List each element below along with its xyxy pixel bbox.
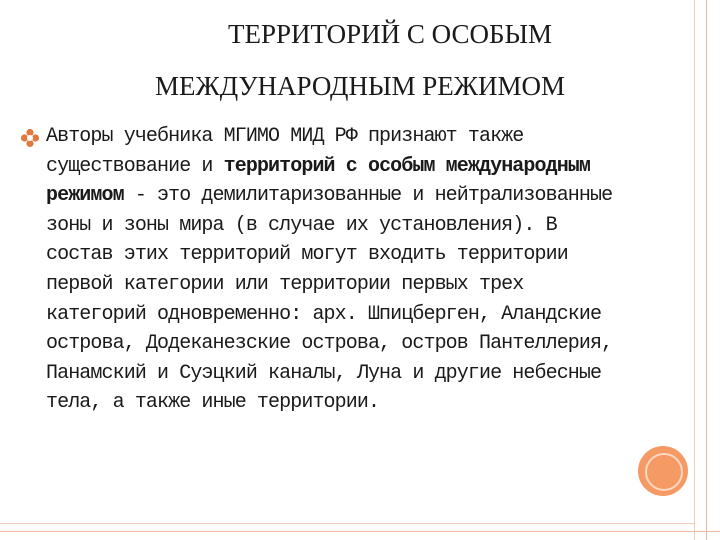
frame-line	[706, 0, 707, 540]
flower-bullet-icon	[20, 128, 40, 148]
decorative-circle	[638, 446, 688, 496]
title-line-1: ТЕРРИТОРИЙ С ОСОБЫМ	[227, 19, 553, 49]
title-line-2: МЕЖДУНАРОДНЫМ РЕЖИМОМ	[155, 71, 565, 101]
body-text-bold: территорий с особым международным режимом	[46, 154, 591, 208]
body-paragraph	[46, 122, 620, 418]
decorative-circle-ring	[645, 453, 683, 491]
frame-line	[0, 531, 720, 532]
frame-line	[0, 523, 694, 524]
body-text-part1: Авторы учебника МГИМО МИД РФ признают также существование и	[46, 125, 524, 178]
slide-title	[20, 8, 700, 112]
bullet-item	[20, 122, 620, 418]
body-text-part2: - это демилитаризованные и нейтрализованные зоны и зоны мира (в случае их установления). В состав этих территорий могут входить территории первой категории или территории первых трех категорий одновременно: арх. Шпицберген, Аландские острова, Додеканезские острова, остров Пантеллерия, Панамский и Суэцкий каналы, Луна и другие небесные тела, а также иные территории.	[46, 184, 613, 415]
